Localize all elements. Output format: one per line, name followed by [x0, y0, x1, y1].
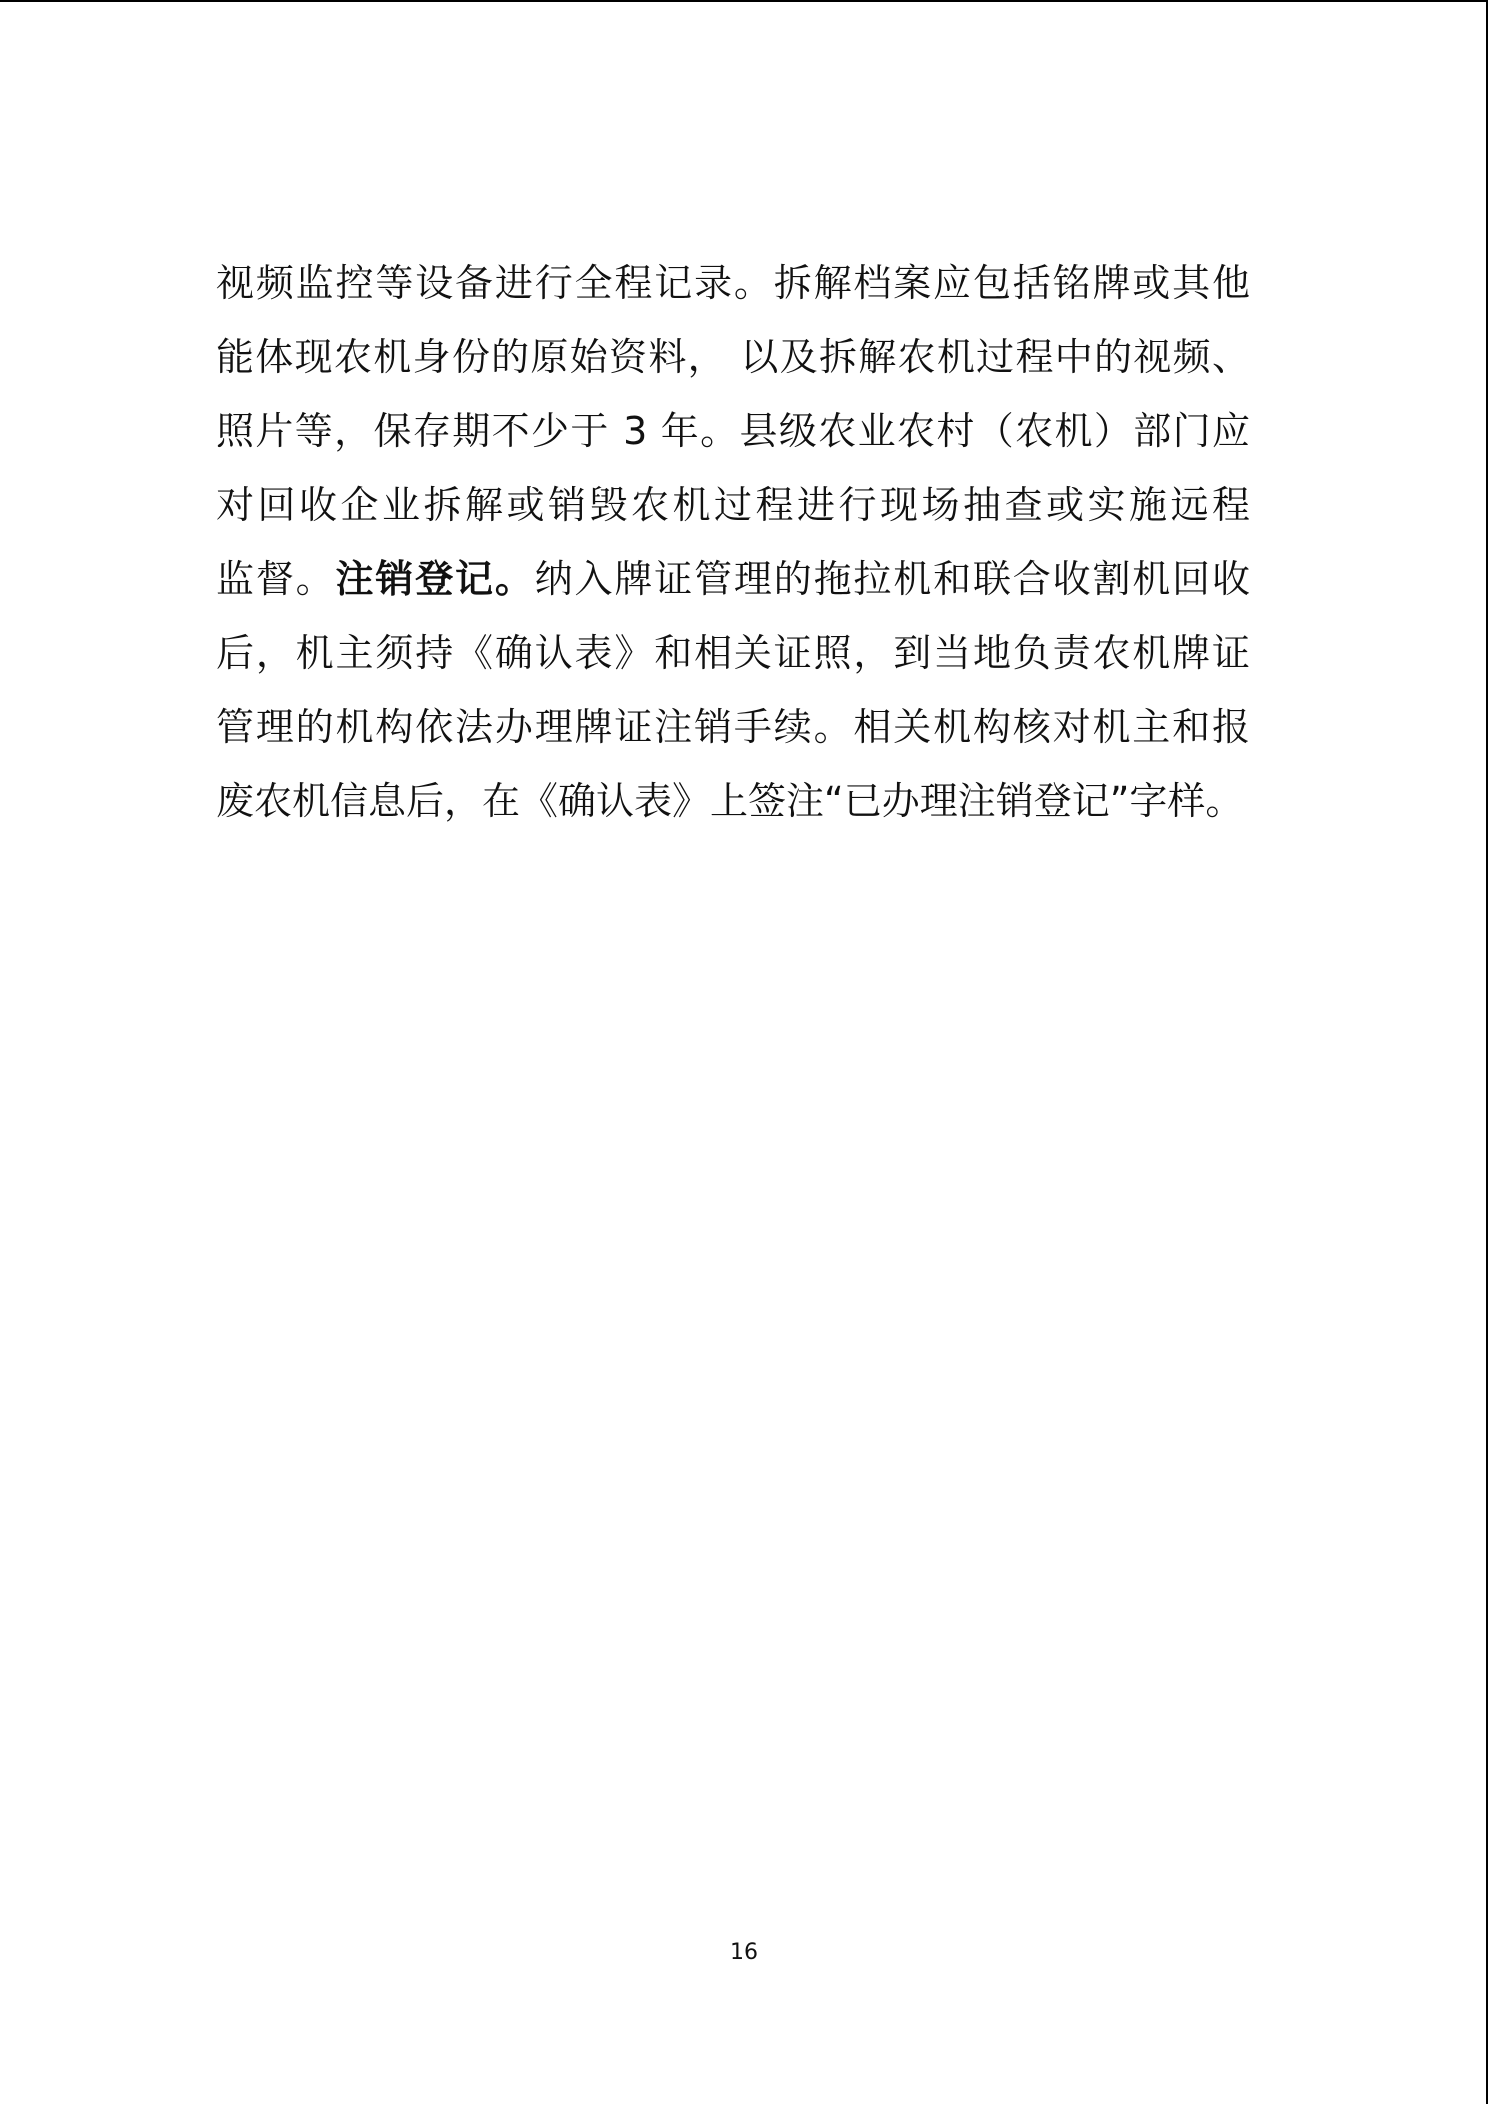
- text-line-1: 视频监控等设备进行全程记录。拆解档案应包括铭牌或其他: [216, 261, 1250, 305]
- body-paragraph: [216, 246, 1250, 838]
- text-line-2: 能体现农机身份的原始资料， 以及拆解农机过程中的视频、: [216, 335, 1250, 379]
- text-line-4: 对回收企业拆解或销毁农机过程进行现场抽查或实施远程: [216, 483, 1250, 527]
- text-line-3: 照片等，保存期不少于 3 年。县级农业农村（农机）部门应: [216, 409, 1250, 453]
- text-line-8: 废农机信息后，在《确认表》上签注“已办理注销登记”字样。: [216, 779, 1244, 823]
- section-heading-deregistration: 注销登记。: [335, 557, 535, 601]
- text-line-5-end: 纳入牌证管理的拖拉机和联合收割机回收: [534, 557, 1250, 601]
- text-line-7: 管理的机构依法办理牌证注销手续。相关机构核对机主和报: [216, 705, 1250, 749]
- text-line-6: 后，机主须持《确认表》和相关证照，到当地负责农机牌证: [216, 631, 1250, 675]
- text-line-5-start: 监督。: [216, 557, 336, 601]
- text-line-5: [216, 542, 1250, 616]
- page-number: 16: [730, 1940, 758, 1965]
